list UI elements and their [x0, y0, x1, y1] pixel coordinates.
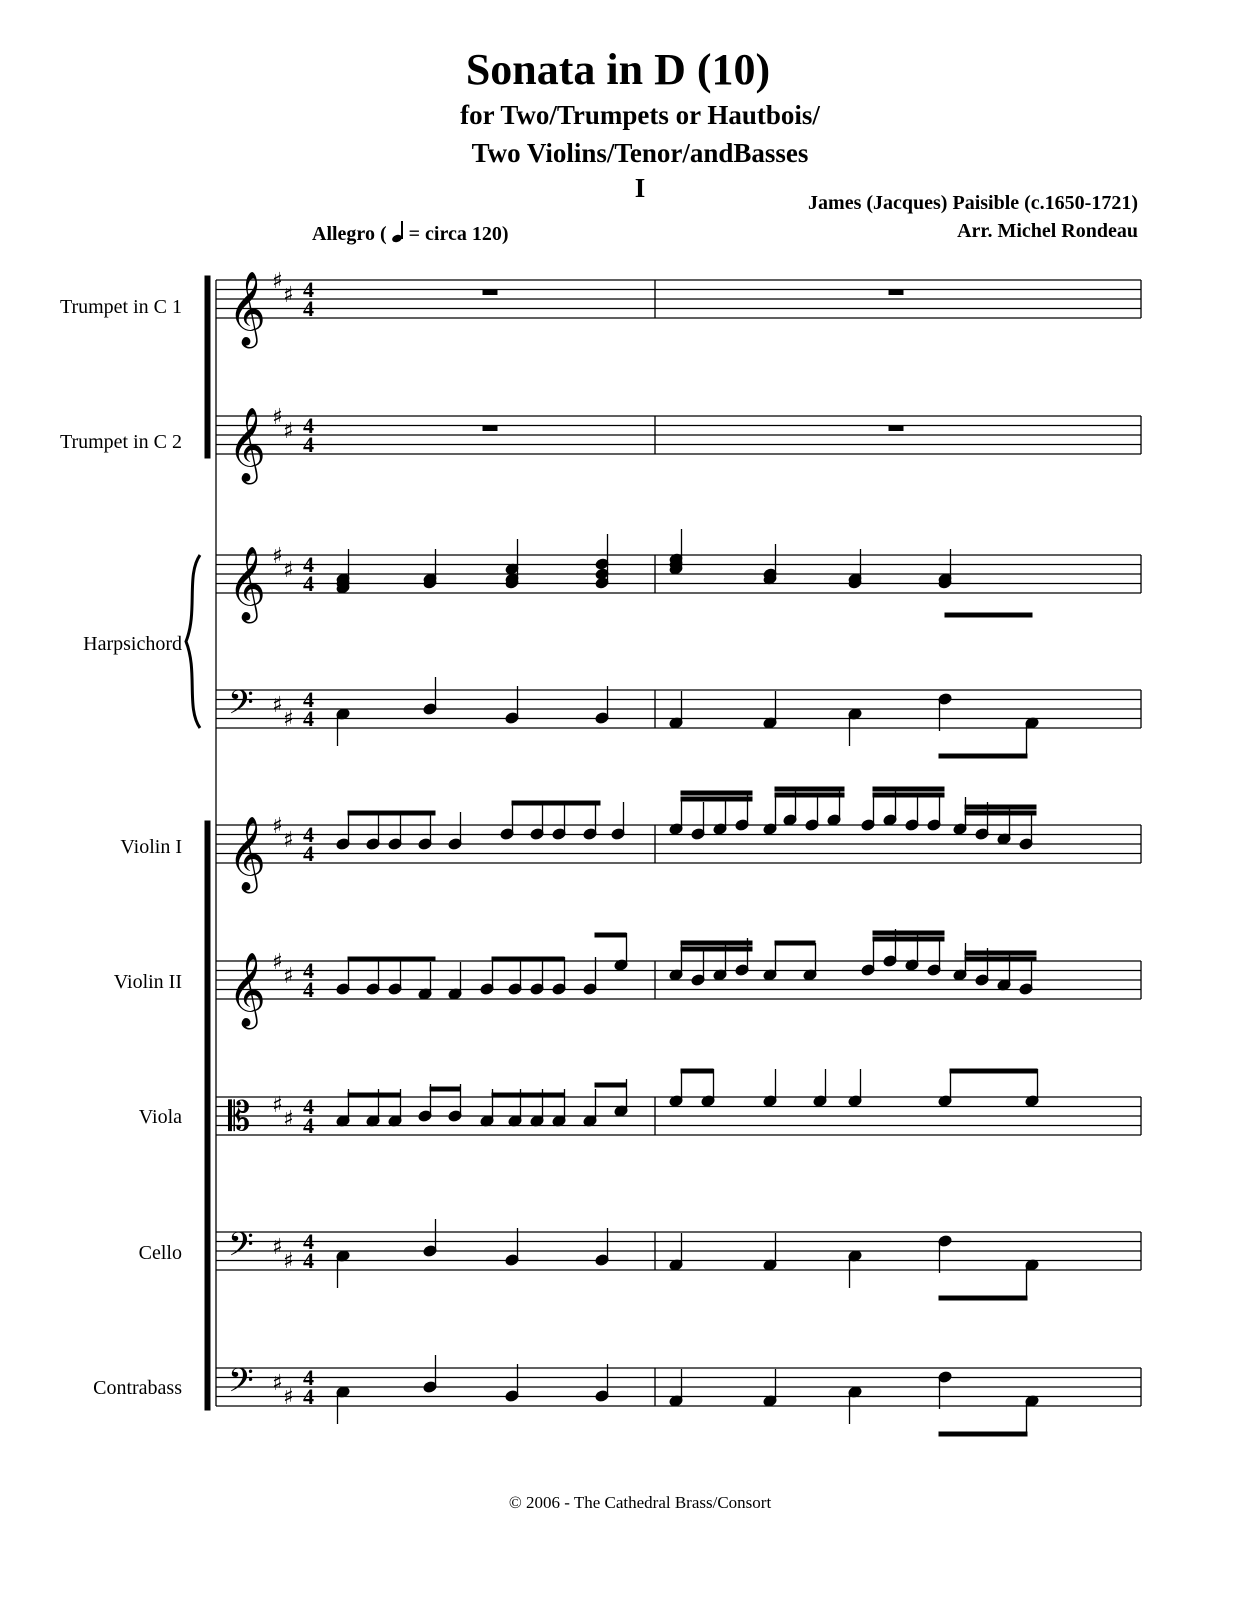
time-signature: 4: [303, 277, 314, 302]
sharp-icon: ♯: [283, 828, 294, 853]
bracket-strings: [205, 821, 210, 1410]
treble-clef-icon: 𝄞: [228, 408, 266, 482]
beam: [492, 1093, 564, 1097]
beam: [512, 801, 600, 805]
sharp-icon: ♯: [272, 1235, 283, 1260]
beam: [939, 1296, 1027, 1300]
bass-clef-icon: 𝄢: [228, 1226, 254, 1272]
beam: [965, 805, 1036, 809]
beam: [348, 811, 435, 815]
beam: [492, 957, 564, 961]
score-subtitle-line-2: Two Violins/Tenor/andBasses: [471, 138, 809, 168]
arranger-credit: Arr. Michel Rondeau: [957, 220, 1138, 242]
beam: [430, 1087, 460, 1091]
instrument-label-trumpet-1: Trumpet in C 1: [59, 296, 182, 318]
time-signature: 4: [303, 413, 314, 438]
treble-clef-icon: 𝄞: [228, 547, 266, 621]
score-title: Sonata in D (10): [465, 45, 771, 94]
sharp-icon: ♯: [283, 1385, 294, 1410]
instrument-label-harpsichord: Harpsichord: [83, 633, 182, 655]
time-signature: 4: [303, 977, 314, 1002]
time-signature: 4: [303, 432, 314, 457]
treble-clef-icon: 𝄞: [228, 272, 266, 346]
time-signature: 4: [303, 571, 314, 596]
time-signature: 4: [303, 1365, 314, 1390]
beam: [681, 791, 752, 795]
whole-rest: [483, 290, 497, 295]
sharp-icon: ♯: [272, 405, 283, 430]
time-signature: 4: [303, 1384, 314, 1409]
beam: [595, 933, 626, 937]
time-signature: 4: [303, 1248, 314, 1273]
instrument-label-cello: Cello: [138, 1242, 182, 1264]
beam: [965, 951, 1036, 955]
sharp-icon: ♯: [272, 1093, 283, 1118]
whole-rest: [889, 426, 903, 431]
whole-rest: [889, 290, 903, 295]
beam: [945, 613, 1032, 617]
time-signature: 4: [303, 958, 314, 983]
score-subtitle-line-1: for Two/Trumpets or Hautbois/: [460, 100, 820, 130]
instrument-label-viola: Viola: [138, 1106, 182, 1128]
tempo-word: Allegro (: [312, 223, 387, 245]
beam: [775, 941, 815, 945]
sharp-icon: ♯: [272, 544, 283, 569]
instrument-label-violin-1: Violin I: [120, 836, 182, 858]
time-signature: 4: [303, 841, 314, 866]
instrument-label-contrabass: Contrabass: [93, 1377, 182, 1399]
sharp-icon: ♯: [283, 1249, 294, 1274]
copyright-footer: © 2006 - The Cathedral Brass/Consort: [508, 1493, 772, 1512]
beam: [348, 957, 435, 961]
treble-clef-icon: 𝄞: [228, 817, 266, 891]
sharp-icon: ♯: [283, 283, 294, 308]
beam: [775, 793, 844, 797]
sharp-icon: ♯: [283, 964, 294, 989]
sharp-icon: ♯: [283, 419, 294, 444]
sharp-icon: ♯: [272, 1371, 283, 1396]
bass-clef-icon: 𝄢: [228, 1362, 254, 1408]
time-signature: 4: [303, 687, 314, 712]
sharp-icon: ♯: [272, 693, 283, 718]
beam: [348, 1093, 400, 1097]
sharp-icon: ♯: [283, 558, 294, 583]
time-signature: 4: [303, 1094, 314, 1119]
time-signature: 4: [303, 706, 314, 731]
bass-clef-icon: 𝄢: [228, 684, 254, 730]
sharp-icon: ♯: [272, 950, 283, 975]
system-brackets: [186, 276, 210, 1410]
bracket-trumpets: [205, 276, 210, 458]
alto-clef-icon: 𝄡: [228, 1094, 251, 1140]
instrument-label-trumpet-2: Trumpet in C 2: [59, 431, 182, 453]
beam: [873, 793, 944, 797]
beam: [939, 1432, 1027, 1436]
time-signature: 4: [303, 1113, 314, 1138]
beam: [873, 937, 944, 941]
movement-number: I: [634, 173, 646, 203]
beam: [950, 1069, 1037, 1073]
composer-credit: James (Jacques) Paisible (c.1650-1721): [808, 192, 1138, 214]
beam: [595, 1083, 626, 1087]
time-signature: 4: [303, 296, 314, 321]
whole-rest: [483, 426, 497, 431]
sharp-icon: ♯: [283, 1107, 294, 1132]
beam: [939, 754, 1027, 758]
time-signature: 4: [303, 1229, 314, 1254]
beam: [681, 947, 752, 951]
beam: [681, 797, 752, 801]
beam: [775, 787, 844, 791]
instrument-label-violin-2: Violin II: [113, 971, 182, 993]
beam: [681, 941, 752, 945]
time-signature: 4: [303, 822, 314, 847]
time-signature: 4: [303, 552, 314, 577]
beam: [873, 787, 944, 791]
brace-harpsichord: [186, 555, 200, 728]
treble-clef-icon: 𝄞: [228, 953, 266, 1027]
beam: [965, 957, 1036, 961]
beam: [681, 1069, 713, 1073]
beam: [965, 811, 1036, 815]
sharp-icon: ♯: [283, 707, 294, 732]
sharp-icon: ♯: [272, 269, 283, 294]
tempo-value: = circa 120): [408, 223, 509, 245]
sharp-icon: ♯: [272, 814, 283, 839]
clefs: [228, 269, 314, 1410]
beam: [873, 931, 944, 935]
